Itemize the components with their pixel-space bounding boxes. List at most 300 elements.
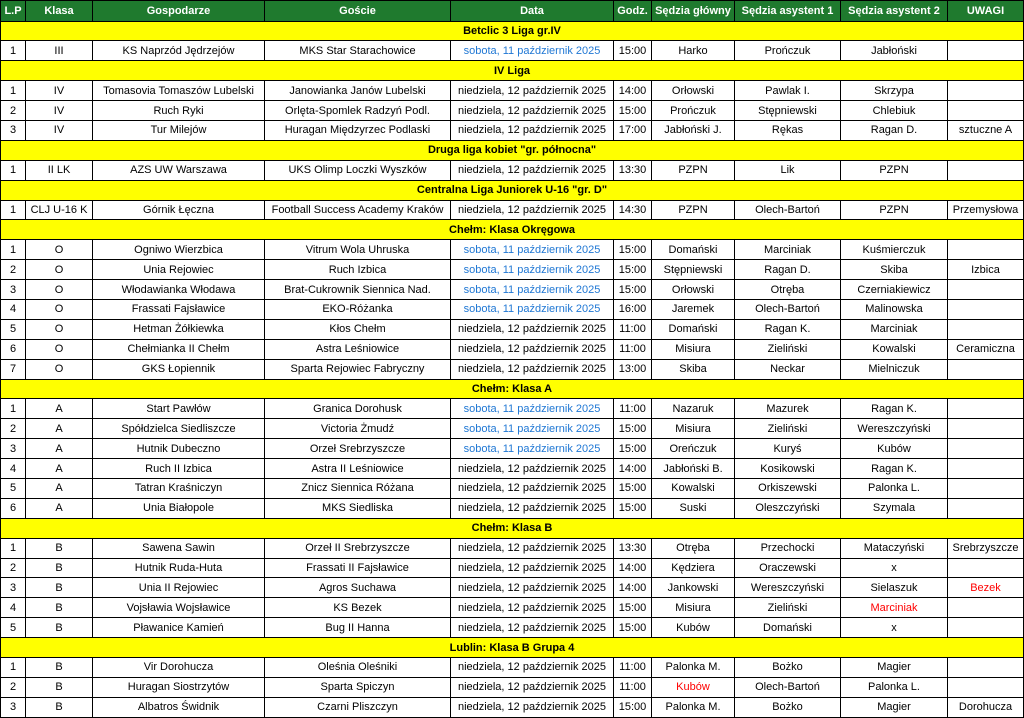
cell-assistant-1: Prończuk bbox=[735, 41, 841, 61]
cell-lp: 1 bbox=[1, 81, 26, 101]
cell-assistant-1: Rękas bbox=[735, 120, 841, 140]
cell-notes bbox=[948, 101, 1024, 121]
cell-assistant-1: Stępniewski bbox=[735, 101, 841, 121]
cell-assistant-1: Pawlak I. bbox=[735, 81, 841, 101]
cell-away-team: Astra II Leśniowice bbox=[265, 459, 451, 479]
cell-klasa: B bbox=[26, 677, 93, 697]
cell-home-team: Ruch II Izbica bbox=[93, 459, 265, 479]
cell-home-team: Sawena Sawin bbox=[93, 538, 265, 558]
cell-klasa: O bbox=[26, 339, 93, 359]
cell-notes bbox=[948, 359, 1024, 379]
cell-lp: 2 bbox=[1, 260, 26, 280]
cell-away-team: Astra Leśniowice bbox=[265, 339, 451, 359]
cell-klasa: B bbox=[26, 697, 93, 717]
cell-away-team: Vitrum Wola Uhruska bbox=[265, 240, 451, 260]
section-title: Lublin: Klasa B Grupa 4 bbox=[1, 638, 1024, 658]
section-header-row bbox=[1, 61, 1024, 81]
cell-assistant-2: Sielaszuk bbox=[841, 578, 948, 598]
table-row bbox=[1, 697, 1024, 717]
cell-assistant-2: Marciniak bbox=[841, 319, 948, 339]
cell-home-team: Tomasovia Tomaszów Lubelski bbox=[93, 81, 265, 101]
table-row bbox=[1, 319, 1024, 339]
table-header bbox=[1, 1, 1024, 22]
cell-assistant-2: Kowalski bbox=[841, 339, 948, 359]
cell-klasa: A bbox=[26, 478, 93, 498]
cell-notes bbox=[948, 658, 1024, 678]
cell-main-referee: Misiura bbox=[652, 598, 735, 618]
cell-klasa: B bbox=[26, 618, 93, 638]
cell-assistant-2: Marciniak bbox=[841, 598, 948, 618]
table-row bbox=[1, 578, 1024, 598]
cell-main-referee: PZPN bbox=[652, 160, 735, 180]
cell-notes bbox=[948, 280, 1024, 300]
section-header-row bbox=[1, 21, 1024, 41]
cell-time: 15:00 bbox=[614, 598, 652, 618]
cell-main-referee: Oreńczuk bbox=[652, 439, 735, 459]
cell-assistant-1: Zieliński bbox=[735, 419, 841, 439]
cell-away-team: Sparta Rejowiec Fabryczny bbox=[265, 359, 451, 379]
cell-main-referee: Harko bbox=[652, 41, 735, 61]
cell-home-team: Vir Dorohucza bbox=[93, 658, 265, 678]
cell-lp: 2 bbox=[1, 419, 26, 439]
cell-away-team: MKS Star Starachowice bbox=[265, 41, 451, 61]
cell-assistant-1: Zieliński bbox=[735, 339, 841, 359]
cell-main-referee: Misiura bbox=[652, 419, 735, 439]
cell-assistant-1: Lik bbox=[735, 160, 841, 180]
cell-main-referee: Kowalski bbox=[652, 478, 735, 498]
cell-date: niedziela, 12 październik 2025 bbox=[451, 319, 614, 339]
cell-notes bbox=[948, 81, 1024, 101]
cell-main-referee: Skiba bbox=[652, 359, 735, 379]
cell-assistant-1: Neckar bbox=[735, 359, 841, 379]
cell-date: niedziela, 12 październik 2025 bbox=[451, 81, 614, 101]
cell-home-team: Frassati Fajsławice bbox=[93, 299, 265, 319]
header-klasa: Klasa bbox=[26, 1, 93, 22]
table-row bbox=[1, 41, 1024, 61]
cell-assistant-2: Chlebiuk bbox=[841, 101, 948, 121]
cell-lp: 1 bbox=[1, 160, 26, 180]
header-sedzia-glowny: Sędzia główny bbox=[652, 1, 735, 22]
cell-klasa: O bbox=[26, 359, 93, 379]
cell-assistant-1: Olech-Bartoń bbox=[735, 677, 841, 697]
cell-away-team: Football Success Academy Kraków bbox=[265, 200, 451, 220]
cell-klasa: B bbox=[26, 658, 93, 678]
section-title: Chełm: Klasa B bbox=[1, 518, 1024, 538]
cell-date: niedziela, 12 październik 2025 bbox=[451, 697, 614, 717]
cell-assistant-2: Ragan D. bbox=[841, 120, 948, 140]
table-body bbox=[1, 21, 1024, 717]
cell-date: niedziela, 12 październik 2025 bbox=[451, 658, 614, 678]
cell-lp: 3 bbox=[1, 578, 26, 598]
cell-home-team: Hutnik Ruda-Huta bbox=[93, 558, 265, 578]
cell-main-referee: Domański bbox=[652, 240, 735, 260]
cell-lp: 1 bbox=[1, 658, 26, 678]
cell-main-referee: Kubów bbox=[652, 677, 735, 697]
cell-notes bbox=[948, 439, 1024, 459]
cell-time: 15:00 bbox=[614, 478, 652, 498]
cell-away-team: KS Bezek bbox=[265, 598, 451, 618]
cell-away-team: Oleśnia Oleśniki bbox=[265, 658, 451, 678]
cell-notes bbox=[948, 498, 1024, 518]
table-row bbox=[1, 439, 1024, 459]
cell-assistant-2: Kuśmierczuk bbox=[841, 240, 948, 260]
cell-lp: 1 bbox=[1, 200, 26, 220]
cell-assistant-2: Wereszczyński bbox=[841, 419, 948, 439]
cell-assistant-1: Kosikowski bbox=[735, 459, 841, 479]
cell-away-team: Victoria Żmudź bbox=[265, 419, 451, 439]
cell-time: 15:00 bbox=[614, 439, 652, 459]
header-godz: Godz. bbox=[614, 1, 652, 22]
cell-lp: 1 bbox=[1, 399, 26, 419]
cell-away-team: Granica Dorohusk bbox=[265, 399, 451, 419]
cell-time: 15:00 bbox=[614, 419, 652, 439]
cell-date: sobota, 11 październik 2025 bbox=[451, 260, 614, 280]
cell-date: niedziela, 12 październik 2025 bbox=[451, 160, 614, 180]
cell-date: niedziela, 12 październik 2025 bbox=[451, 359, 614, 379]
cell-assistant-2: Skrzypa bbox=[841, 81, 948, 101]
cell-notes bbox=[948, 598, 1024, 618]
cell-home-team: Ogniwo Wierzbica bbox=[93, 240, 265, 260]
cell-away-team: Orzeł II Srebrzyszcze bbox=[265, 538, 451, 558]
cell-date: sobota, 11 październik 2025 bbox=[451, 439, 614, 459]
cell-notes: Izbica bbox=[948, 260, 1024, 280]
cell-notes bbox=[948, 459, 1024, 479]
cell-time: 14:30 bbox=[614, 200, 652, 220]
cell-home-team: AZS UW Warszawa bbox=[93, 160, 265, 180]
cell-away-team: Orlęta-Spomlek Radzyń Podl. bbox=[265, 101, 451, 121]
cell-assistant-1: Olech-Bartoń bbox=[735, 299, 841, 319]
cell-assistant-1: Bożko bbox=[735, 697, 841, 717]
cell-time: 15:00 bbox=[614, 260, 652, 280]
cell-klasa: A bbox=[26, 498, 93, 518]
cell-lp: 3 bbox=[1, 120, 26, 140]
cell-time: 11:00 bbox=[614, 677, 652, 697]
cell-home-team: Albatros Świdnik bbox=[93, 697, 265, 717]
cell-notes: sztuczne A bbox=[948, 120, 1024, 140]
cell-main-referee: Palonka M. bbox=[652, 658, 735, 678]
cell-klasa: O bbox=[26, 240, 93, 260]
cell-notes bbox=[948, 160, 1024, 180]
cell-notes bbox=[948, 677, 1024, 697]
cell-lp: 6 bbox=[1, 339, 26, 359]
section-title: Betclic 3 Liga gr.IV bbox=[1, 21, 1024, 41]
cell-home-team: Start Pawłów bbox=[93, 399, 265, 419]
cell-main-referee: Jankowski bbox=[652, 578, 735, 598]
cell-away-team: MKS Siedliska bbox=[265, 498, 451, 518]
cell-lp: 5 bbox=[1, 319, 26, 339]
cell-assistant-2: Magier bbox=[841, 697, 948, 717]
cell-assistant-2: Magier bbox=[841, 658, 948, 678]
header-sedzia-asystent-1: Sędzia asystent 1 bbox=[735, 1, 841, 22]
cell-time: 15:00 bbox=[614, 498, 652, 518]
cell-date: sobota, 11 październik 2025 bbox=[451, 41, 614, 61]
cell-date: niedziela, 12 październik 2025 bbox=[451, 558, 614, 578]
cell-assistant-2: Skiba bbox=[841, 260, 948, 280]
cell-time: 11:00 bbox=[614, 319, 652, 339]
cell-time: 15:00 bbox=[614, 101, 652, 121]
cell-notes bbox=[948, 240, 1024, 260]
table-row bbox=[1, 240, 1024, 260]
cell-assistant-2: Czerniakiewicz bbox=[841, 280, 948, 300]
cell-notes: Dorohucza bbox=[948, 697, 1024, 717]
table-row bbox=[1, 120, 1024, 140]
cell-time: 14:00 bbox=[614, 459, 652, 479]
cell-home-team: Unia Rejowiec bbox=[93, 260, 265, 280]
cell-assistant-2: Malinowska bbox=[841, 299, 948, 319]
cell-time: 13:30 bbox=[614, 538, 652, 558]
cell-home-team: GKS Łopiennik bbox=[93, 359, 265, 379]
table-row bbox=[1, 538, 1024, 558]
cell-klasa: IV bbox=[26, 120, 93, 140]
cell-date: sobota, 11 październik 2025 bbox=[451, 399, 614, 419]
cell-main-referee: Stępniewski bbox=[652, 260, 735, 280]
cell-home-team: Pławanice Kamień bbox=[93, 618, 265, 638]
header-row bbox=[1, 1, 1024, 22]
cell-lp: 7 bbox=[1, 359, 26, 379]
cell-date: sobota, 11 październik 2025 bbox=[451, 299, 614, 319]
cell-home-team: Górnik Łęczna bbox=[93, 200, 265, 220]
cell-notes bbox=[948, 319, 1024, 339]
cell-home-team: Ruch Ryki bbox=[93, 101, 265, 121]
cell-date: niedziela, 12 październik 2025 bbox=[451, 339, 614, 359]
cell-main-referee: Otręba bbox=[652, 538, 735, 558]
cell-main-referee: Jabłoński J. bbox=[652, 120, 735, 140]
cell-notes: Przemysłowa bbox=[948, 200, 1024, 220]
table-row bbox=[1, 280, 1024, 300]
cell-time: 13:00 bbox=[614, 359, 652, 379]
table-row bbox=[1, 81, 1024, 101]
cell-home-team: Unia II Rejowiec bbox=[93, 578, 265, 598]
section-header-row bbox=[1, 518, 1024, 538]
cell-notes: Srebrzyszcze bbox=[948, 538, 1024, 558]
cell-klasa: O bbox=[26, 260, 93, 280]
cell-klasa: B bbox=[26, 578, 93, 598]
cell-klasa: IV bbox=[26, 101, 93, 121]
cell-away-team: UKS Olimp Loczki Wyszków bbox=[265, 160, 451, 180]
header-data: Data bbox=[451, 1, 614, 22]
table-row bbox=[1, 598, 1024, 618]
cell-main-referee: Palonka M. bbox=[652, 697, 735, 717]
cell-klasa: B bbox=[26, 558, 93, 578]
cell-away-team: Brat-Cukrownik Siennica Nad. bbox=[265, 280, 451, 300]
cell-away-team: Bug II Hanna bbox=[265, 618, 451, 638]
cell-main-referee: PZPN bbox=[652, 200, 735, 220]
cell-notes bbox=[948, 618, 1024, 638]
table-row bbox=[1, 260, 1024, 280]
section-header-row bbox=[1, 180, 1024, 200]
table-row bbox=[1, 658, 1024, 678]
cell-date: niedziela, 12 październik 2025 bbox=[451, 578, 614, 598]
cell-assistant-2: PZPN bbox=[841, 200, 948, 220]
cell-date: niedziela, 12 październik 2025 bbox=[451, 200, 614, 220]
cell-away-team: Znicz Siennica Różana bbox=[265, 478, 451, 498]
cell-time: 15:00 bbox=[614, 280, 652, 300]
cell-home-team: Unia Białopole bbox=[93, 498, 265, 518]
cell-assistant-1: Ragan K. bbox=[735, 319, 841, 339]
section-title: Chełm: Klasa A bbox=[1, 379, 1024, 399]
table-row bbox=[1, 160, 1024, 180]
cell-home-team: Tur Milejów bbox=[93, 120, 265, 140]
cell-date: sobota, 11 październik 2025 bbox=[451, 419, 614, 439]
header-goscie: Goście bbox=[265, 1, 451, 22]
cell-lp: 3 bbox=[1, 697, 26, 717]
cell-date: niedziela, 12 październik 2025 bbox=[451, 677, 614, 697]
cell-lp: 2 bbox=[1, 677, 26, 697]
cell-main-referee: Orłowski bbox=[652, 280, 735, 300]
cell-date: sobota, 11 październik 2025 bbox=[451, 280, 614, 300]
cell-notes bbox=[948, 419, 1024, 439]
cell-away-team: Janowianka Janów Lubelski bbox=[265, 81, 451, 101]
cell-assistant-1: Marciniak bbox=[735, 240, 841, 260]
cell-assistant-1: Orkiszewski bbox=[735, 478, 841, 498]
cell-time: 14:00 bbox=[614, 578, 652, 598]
cell-date: niedziela, 12 październik 2025 bbox=[451, 478, 614, 498]
cell-assistant-1: Mazurek bbox=[735, 399, 841, 419]
cell-time: 15:00 bbox=[614, 697, 652, 717]
cell-lp: 2 bbox=[1, 101, 26, 121]
cell-date: niedziela, 12 październik 2025 bbox=[451, 598, 614, 618]
cell-lp: 3 bbox=[1, 439, 26, 459]
table-row bbox=[1, 299, 1024, 319]
cell-assistant-1: Wereszczyński bbox=[735, 578, 841, 598]
section-title: Centralna Liga Juniorek U-16 "gr. D" bbox=[1, 180, 1024, 200]
cell-away-team: Frassati II Fajsławice bbox=[265, 558, 451, 578]
table-row bbox=[1, 498, 1024, 518]
cell-klasa: II LK bbox=[26, 160, 93, 180]
cell-assistant-1: Przechocki bbox=[735, 538, 841, 558]
table-row bbox=[1, 558, 1024, 578]
cell-klasa: A bbox=[26, 419, 93, 439]
table-row bbox=[1, 419, 1024, 439]
cell-assistant-1: Oleszczyński bbox=[735, 498, 841, 518]
cell-away-team: EKO-Różanka bbox=[265, 299, 451, 319]
cell-main-referee: Kubów bbox=[652, 618, 735, 638]
table-row bbox=[1, 200, 1024, 220]
header-gospodarze: Gospodarze bbox=[93, 1, 265, 22]
table-row bbox=[1, 399, 1024, 419]
cell-time: 16:00 bbox=[614, 299, 652, 319]
cell-away-team: Agros Suchawa bbox=[265, 578, 451, 598]
cell-assistant-1: Zieliński bbox=[735, 598, 841, 618]
cell-main-referee: Domański bbox=[652, 319, 735, 339]
cell-date: niedziela, 12 październik 2025 bbox=[451, 120, 614, 140]
cell-date: sobota, 11 październik 2025 bbox=[451, 240, 614, 260]
section-header-row bbox=[1, 379, 1024, 399]
cell-time: 13:30 bbox=[614, 160, 652, 180]
header-uwagi: UWAGI bbox=[948, 1, 1024, 22]
cell-lp: 1 bbox=[1, 538, 26, 558]
cell-notes bbox=[948, 399, 1024, 419]
cell-away-team: Huragan Międzyrzec Podlaski bbox=[265, 120, 451, 140]
cell-klasa: A bbox=[26, 399, 93, 419]
cell-time: 14:00 bbox=[614, 81, 652, 101]
section-title: Druga liga kobiet "gr. północna" bbox=[1, 140, 1024, 160]
cell-time: 11:00 bbox=[614, 339, 652, 359]
cell-away-team: Czarni Pliszczyn bbox=[265, 697, 451, 717]
cell-time: 15:00 bbox=[614, 41, 652, 61]
cell-assistant-2: Kubów bbox=[841, 439, 948, 459]
cell-notes bbox=[948, 478, 1024, 498]
cell-klasa: III bbox=[26, 41, 93, 61]
header-lp: L.P bbox=[1, 1, 26, 22]
cell-home-team: Vojsławia Wojsławice bbox=[93, 598, 265, 618]
cell-klasa: O bbox=[26, 319, 93, 339]
cell-main-referee: Kędziera bbox=[652, 558, 735, 578]
cell-klasa: O bbox=[26, 280, 93, 300]
cell-away-team: Kłos Chełm bbox=[265, 319, 451, 339]
cell-assistant-1: Bożko bbox=[735, 658, 841, 678]
cell-lp: 6 bbox=[1, 498, 26, 518]
cell-time: 17:00 bbox=[614, 120, 652, 140]
cell-assistant-2: x bbox=[841, 558, 948, 578]
cell-main-referee: Orłowski bbox=[652, 81, 735, 101]
cell-klasa: B bbox=[26, 538, 93, 558]
cell-main-referee: Nazaruk bbox=[652, 399, 735, 419]
cell-home-team: Tatran Kraśniczyn bbox=[93, 478, 265, 498]
cell-assistant-2: Mataczyński bbox=[841, 538, 948, 558]
cell-klasa: A bbox=[26, 439, 93, 459]
cell-main-referee: Jaremek bbox=[652, 299, 735, 319]
table-row bbox=[1, 359, 1024, 379]
cell-assistant-1: Oraczewski bbox=[735, 558, 841, 578]
cell-date: niedziela, 12 październik 2025 bbox=[451, 538, 614, 558]
cell-notes bbox=[948, 41, 1024, 61]
cell-assistant-1: Olech-Bartoń bbox=[735, 200, 841, 220]
cell-lp: 5 bbox=[1, 618, 26, 638]
cell-main-referee: Jabłoński B. bbox=[652, 459, 735, 479]
cell-main-referee: Suski bbox=[652, 498, 735, 518]
cell-home-team: Chełmianka II Chełm bbox=[93, 339, 265, 359]
cell-assistant-2: Szymala bbox=[841, 498, 948, 518]
header-sedzia-asystent-2: Sędzia asystent 2 bbox=[841, 1, 948, 22]
cell-away-team: Ruch Izbica bbox=[265, 260, 451, 280]
cell-date: niedziela, 12 październik 2025 bbox=[451, 498, 614, 518]
cell-notes bbox=[948, 558, 1024, 578]
section-header-row bbox=[1, 638, 1024, 658]
cell-time: 14:00 bbox=[614, 558, 652, 578]
cell-home-team: Huragan Siostrzytów bbox=[93, 677, 265, 697]
cell-away-team: Sparta Spiczyn bbox=[265, 677, 451, 697]
cell-assistant-2: Ragan K. bbox=[841, 399, 948, 419]
cell-assistant-1: Kuryś bbox=[735, 439, 841, 459]
cell-klasa: B bbox=[26, 598, 93, 618]
cell-main-referee: Misiura bbox=[652, 339, 735, 359]
cell-notes bbox=[948, 299, 1024, 319]
cell-lp: 1 bbox=[1, 240, 26, 260]
cell-assistant-2: Mielniczuk bbox=[841, 359, 948, 379]
cell-time: 15:00 bbox=[614, 240, 652, 260]
cell-lp: 1 bbox=[1, 41, 26, 61]
cell-date: niedziela, 12 październik 2025 bbox=[451, 618, 614, 638]
section-title: Chełm: Klasa Okręgowa bbox=[1, 220, 1024, 240]
cell-lp: 2 bbox=[1, 558, 26, 578]
cell-time: 11:00 bbox=[614, 658, 652, 678]
cell-date: niedziela, 12 październik 2025 bbox=[451, 459, 614, 479]
table-row bbox=[1, 101, 1024, 121]
cell-lp: 4 bbox=[1, 598, 26, 618]
cell-assistant-2: x bbox=[841, 618, 948, 638]
cell-assistant-2: Ragan K. bbox=[841, 459, 948, 479]
cell-lp: 4 bbox=[1, 459, 26, 479]
table-row bbox=[1, 339, 1024, 359]
cell-home-team: Hutnik Dubeczno bbox=[93, 439, 265, 459]
cell-away-team: Orzeł Srebrzyszcze bbox=[265, 439, 451, 459]
table-row bbox=[1, 677, 1024, 697]
cell-klasa: IV bbox=[26, 81, 93, 101]
table-row bbox=[1, 459, 1024, 479]
cell-lp: 4 bbox=[1, 299, 26, 319]
cell-time: 11:00 bbox=[614, 399, 652, 419]
